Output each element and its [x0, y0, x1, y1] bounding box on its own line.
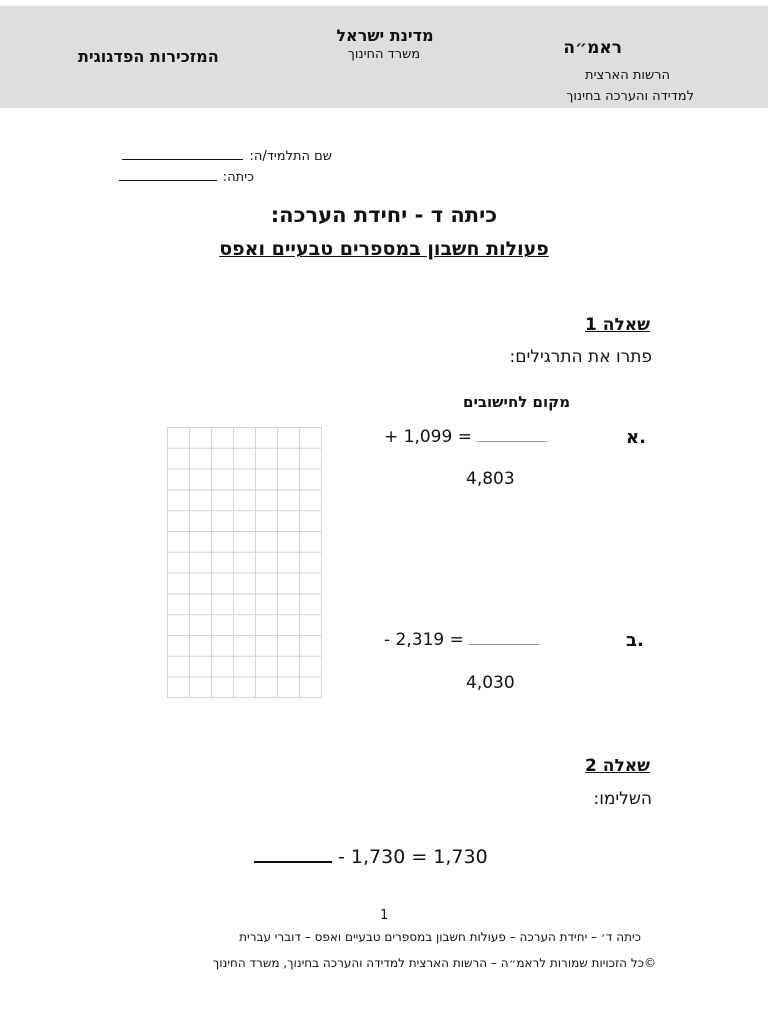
- student-name-line[interactable]: [122, 147, 243, 160]
- org-right-sub1: הרשות הארצית: [585, 68, 670, 83]
- item-b-answer-blank[interactable]: [469, 630, 539, 645]
- item-a-lhs: + 1,099 =: [384, 427, 472, 447]
- item-b-equation: [384, 630, 541, 650]
- student-name-label: שם התלמיד/ה:: [249, 149, 332, 164]
- question-2-title: שאלה 2: [585, 756, 650, 776]
- sub-title: פעולות חשבון במספרים טבעיים ואפס: [219, 238, 549, 260]
- question-1-title: שאלה 1: [585, 315, 650, 335]
- class-label: כיתה:: [222, 170, 254, 185]
- footer-line-2: ©כל הזכויות שמורות לראמ״ה – הרשות הארצית למדידה והערכה בחינוך, משרד החינוך: [212, 956, 656, 970]
- ministry-title: משרד החינוך: [347, 47, 421, 62]
- org-right-title: ראמ״ה: [563, 38, 622, 58]
- footer-line-1: כיתה ד׳ – יחידת הערכה – פעולות חשבון במספרים טבעיים ואפס – דוברי עברית: [239, 930, 641, 944]
- item-a-equation: [384, 427, 549, 447]
- state-title: מדינת ישראל: [336, 26, 434, 45]
- item-b-lhs: - 2,319 =: [384, 630, 464, 650]
- question-2-equation-text: - 1,730 = 1,730: [338, 846, 488, 868]
- page-number: 1: [380, 908, 389, 923]
- item-b-letter: ב.: [626, 630, 644, 651]
- item-a-answer-blank[interactable]: [477, 427, 547, 442]
- class-row: [119, 168, 254, 185]
- org-right-sub2: למדידה והערכה בחינוך: [566, 89, 694, 104]
- item-b-second-number: 4,030: [466, 673, 515, 693]
- question-2-instruction: השלימו:: [593, 789, 652, 809]
- pedagogic-secretariat-title: המזכירות הפדגוגית: [78, 47, 219, 66]
- calc-area-label: מקום לחישובים: [463, 393, 571, 411]
- student-name-row: [122, 147, 332, 164]
- class-line[interactable]: [119, 168, 217, 181]
- question-2-equation: [254, 845, 488, 868]
- item-a-second-number: 4,803: [466, 469, 515, 489]
- question-1-instruction: פתרו את התרגילים:: [509, 347, 652, 367]
- calc-grid[interactable]: [167, 427, 322, 698]
- main-title: כיתה ד - יחידת הערכה:: [270, 203, 498, 227]
- item-a-letter: א.: [626, 427, 646, 448]
- question-2-answer-blank[interactable]: [254, 845, 332, 863]
